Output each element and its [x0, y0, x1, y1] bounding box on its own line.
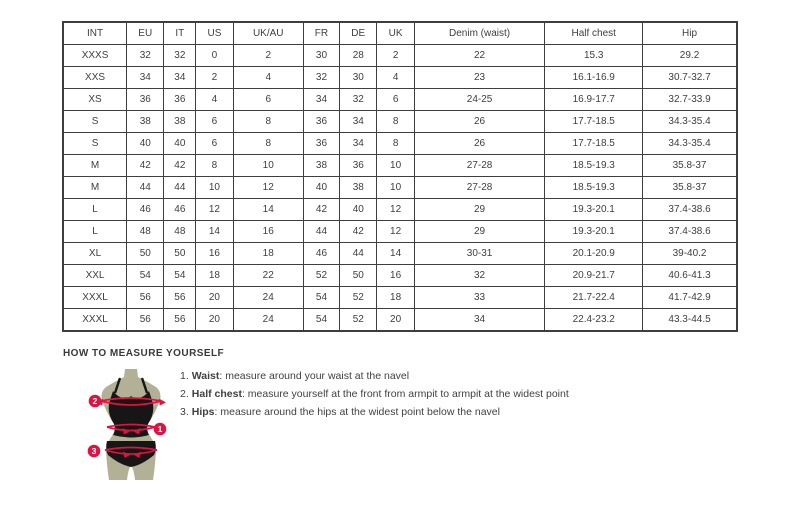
table-header-row: [63, 22, 737, 45]
table-cell: 24: [233, 287, 303, 309]
table-cell: 34: [340, 111, 377, 133]
table-cell: 37.4-38.6: [643, 199, 737, 221]
table-cell: 36: [127, 89, 164, 111]
table-row: [63, 177, 737, 199]
table-cell: 8: [196, 155, 233, 177]
table-cell: 35.8-37: [643, 155, 737, 177]
table-row: [63, 287, 737, 309]
table-cell: 36: [303, 133, 339, 155]
table-cell: 8: [377, 111, 414, 133]
table-cell: 6: [233, 89, 303, 111]
measurement-figure: [84, 368, 179, 483]
table-cell: 54: [303, 309, 339, 332]
table-cell: 30.7-32.7: [643, 67, 737, 89]
table-cell: 38: [164, 111, 196, 133]
size-chart-table: [62, 21, 738, 332]
table-cell: 43.3-44.5: [643, 309, 737, 332]
step-text: : measure around your waist at the navel: [219, 370, 410, 382]
table-cell: 34.3-35.4: [643, 111, 737, 133]
table-cell: 12: [377, 221, 414, 243]
measure-step-half-chest: [180, 389, 569, 400]
table-cell: 10: [377, 177, 414, 199]
table-cell: 22: [414, 45, 545, 67]
column-header: Hip: [643, 22, 737, 45]
table-cell: XXL: [63, 265, 127, 287]
table-cell: 6: [196, 111, 233, 133]
table-row: [63, 155, 737, 177]
table-cell: 12: [377, 199, 414, 221]
column-header: DE: [340, 22, 377, 45]
step-number: 2.: [180, 388, 189, 400]
table-cell: 27-28: [414, 177, 545, 199]
badge-waist: [154, 423, 167, 436]
table-row: [63, 199, 737, 221]
table-cell: 18.5-19.3: [545, 177, 643, 199]
table-cell: 10: [377, 155, 414, 177]
table-cell: 52: [340, 309, 377, 332]
table-cell: 52: [340, 287, 377, 309]
table-cell: 36: [340, 155, 377, 177]
table-cell: 34: [303, 89, 339, 111]
table-cell: 16: [196, 243, 233, 265]
measure-arrow-chest-right: [159, 399, 166, 406]
table-cell: 6: [196, 133, 233, 155]
measure-steps-list: [180, 371, 569, 425]
step-text: : measure yourself at the front from armpit to armpit at the widest point: [241, 388, 569, 400]
table-cell: 30: [340, 67, 377, 89]
table-cell: 23: [414, 67, 545, 89]
table-row: [63, 89, 737, 111]
table-cell: 4: [196, 89, 233, 111]
table-cell: 20.1-20.9: [545, 243, 643, 265]
step-number: 1.: [180, 370, 189, 382]
column-header: EU: [127, 22, 164, 45]
table-cell: 32.7-33.9: [643, 89, 737, 111]
table-cell: 46: [164, 199, 196, 221]
table-cell: 20: [196, 287, 233, 309]
table-cell: 33: [414, 287, 545, 309]
table-cell: 16.1-16.9: [545, 67, 643, 89]
table-row: [63, 221, 737, 243]
table-row: [63, 67, 737, 89]
table-cell: L: [63, 199, 127, 221]
table-cell: 18: [377, 287, 414, 309]
badge-hips: [88, 445, 101, 458]
table-cell: 19.3-20.1: [545, 199, 643, 221]
table-cell: 56: [127, 287, 164, 309]
table-cell: 36: [303, 111, 339, 133]
table-cell: 26: [414, 111, 545, 133]
table-cell: 12: [196, 199, 233, 221]
table-cell: 6: [377, 89, 414, 111]
table-cell: 44: [127, 177, 164, 199]
table-cell: 20: [196, 309, 233, 332]
step-text: : measure around the hips at the widest point below the navel: [214, 406, 500, 418]
table-row: [63, 45, 737, 67]
measure-step-waist: [180, 371, 569, 382]
table-cell: 19.3-20.1: [545, 221, 643, 243]
table-cell: 40: [164, 133, 196, 155]
table-cell: 20: [377, 309, 414, 332]
table-cell: 16: [377, 265, 414, 287]
table-row: [63, 265, 737, 287]
table-cell: 2: [196, 67, 233, 89]
table-cell: 50: [340, 265, 377, 287]
table-cell: 34: [340, 133, 377, 155]
table-cell: 30: [303, 45, 339, 67]
table-cell: XL: [63, 243, 127, 265]
table-cell: 44: [303, 221, 339, 243]
size-chart-head: [63, 22, 737, 45]
table-cell: 16: [233, 221, 303, 243]
table-cell: 50: [164, 243, 196, 265]
table-cell: 46: [127, 199, 164, 221]
table-cell: 32: [414, 265, 545, 287]
table-cell: 52: [303, 265, 339, 287]
column-header: US: [196, 22, 233, 45]
table-cell: 8: [377, 133, 414, 155]
svg-text:1: 1: [157, 424, 163, 434]
table-cell: 42: [340, 221, 377, 243]
table-cell: XXXL: [63, 287, 127, 309]
table-cell: 18: [233, 243, 303, 265]
table-cell: 32: [127, 45, 164, 67]
table-cell: 17.7-18.5: [545, 111, 643, 133]
table-cell: 46: [303, 243, 339, 265]
table-cell: 26: [414, 133, 545, 155]
table-cell: 48: [164, 221, 196, 243]
table-cell: 37.4-38.6: [643, 221, 737, 243]
table-cell: XS: [63, 89, 127, 111]
table-cell: 56: [127, 309, 164, 332]
table-cell: 54: [164, 265, 196, 287]
table-cell: 38: [127, 111, 164, 133]
table-cell: M: [63, 155, 127, 177]
table-cell: 2: [377, 45, 414, 67]
table-cell: 18.5-19.3: [545, 155, 643, 177]
table-cell: 34: [414, 309, 545, 332]
table-cell: S: [63, 111, 127, 133]
step-number: 3.: [180, 406, 189, 418]
table-cell: 39-40.2: [643, 243, 737, 265]
table-row: [63, 133, 737, 155]
table-cell: 41.7-42.9: [643, 287, 737, 309]
table-cell: XXS: [63, 67, 127, 89]
table-cell: 17.7-18.5: [545, 133, 643, 155]
table-cell: 29: [414, 221, 545, 243]
mannequin-illustration: [84, 368, 179, 483]
table-cell: 34.3-35.4: [643, 133, 737, 155]
table-cell: 32: [303, 67, 339, 89]
table-cell: 54: [303, 287, 339, 309]
step-label: Waist: [191, 370, 220, 382]
table-cell: 21.7-22.4: [545, 287, 643, 309]
table-cell: 10: [196, 177, 233, 199]
table-cell: 50: [127, 243, 164, 265]
step-label: Half chest: [191, 388, 242, 400]
column-header: FR: [303, 22, 339, 45]
table-cell: 22.4-23.2: [545, 309, 643, 332]
table-cell: 38: [340, 177, 377, 199]
table-cell: 56: [164, 309, 196, 332]
table-cell: 40: [303, 177, 339, 199]
table-row: [63, 111, 737, 133]
step-label: Hips: [191, 406, 215, 418]
table-cell: 34: [164, 67, 196, 89]
table-cell: 34: [127, 67, 164, 89]
table-cell: M: [63, 177, 127, 199]
table-cell: 27-28: [414, 155, 545, 177]
table-cell: 4: [233, 67, 303, 89]
table-row: [63, 309, 737, 332]
table-cell: 40.6-41.3: [643, 265, 737, 287]
table-cell: 30-31: [414, 243, 545, 265]
table-cell: 48: [127, 221, 164, 243]
measure-step-hips: [180, 407, 569, 418]
svg-text:2: 2: [92, 396, 98, 406]
table-cell: XXXS: [63, 45, 127, 67]
column-header: IT: [164, 22, 196, 45]
table-cell: 40: [340, 199, 377, 221]
svg-text:3: 3: [91, 446, 97, 456]
table-cell: 22: [233, 265, 303, 287]
table-row: [63, 243, 737, 265]
table-cell: 38: [303, 155, 339, 177]
measure-guide-title: HOW TO MEASURE YOURSELF: [63, 348, 225, 359]
table-cell: L: [63, 221, 127, 243]
table-cell: 28: [340, 45, 377, 67]
size-chart-body: [63, 45, 737, 332]
column-header: UK/AU: [233, 22, 303, 45]
table-cell: 54: [127, 265, 164, 287]
table-cell: 42: [164, 155, 196, 177]
column-header: INT: [63, 22, 127, 45]
table-cell: 20.9-21.7: [545, 265, 643, 287]
table-cell: 29: [414, 199, 545, 221]
table-cell: 2: [233, 45, 303, 67]
table-cell: 16.9-17.7: [545, 89, 643, 111]
table-cell: 10: [233, 155, 303, 177]
table-cell: 44: [340, 243, 377, 265]
table-cell: 36: [164, 89, 196, 111]
table-cell: 44: [164, 177, 196, 199]
table-cell: 15.3: [545, 45, 643, 67]
column-header: UK: [377, 22, 414, 45]
table-cell: 29.2: [643, 45, 737, 67]
table-cell: 18: [196, 265, 233, 287]
table-cell: 32: [164, 45, 196, 67]
table-cell: 40: [127, 133, 164, 155]
table-cell: 14: [233, 199, 303, 221]
column-header: Denim (waist): [414, 22, 545, 45]
table-cell: 56: [164, 287, 196, 309]
table-cell: 14: [196, 221, 233, 243]
table-cell: 24: [233, 309, 303, 332]
table-cell: 32: [340, 89, 377, 111]
table-cell: 42: [303, 199, 339, 221]
table-cell: S: [63, 133, 127, 155]
table-cell: 8: [233, 111, 303, 133]
column-header: Half chest: [545, 22, 643, 45]
table-cell: 35.8-37: [643, 177, 737, 199]
table-cell: 8: [233, 133, 303, 155]
table-cell: 12: [233, 177, 303, 199]
table-cell: 4: [377, 67, 414, 89]
table-cell: XXXL: [63, 309, 127, 332]
table-cell: 0: [196, 45, 233, 67]
table-cell: 42: [127, 155, 164, 177]
table-cell: 24-25: [414, 89, 545, 111]
badge-half-chest: [89, 395, 102, 408]
table-cell: 14: [377, 243, 414, 265]
